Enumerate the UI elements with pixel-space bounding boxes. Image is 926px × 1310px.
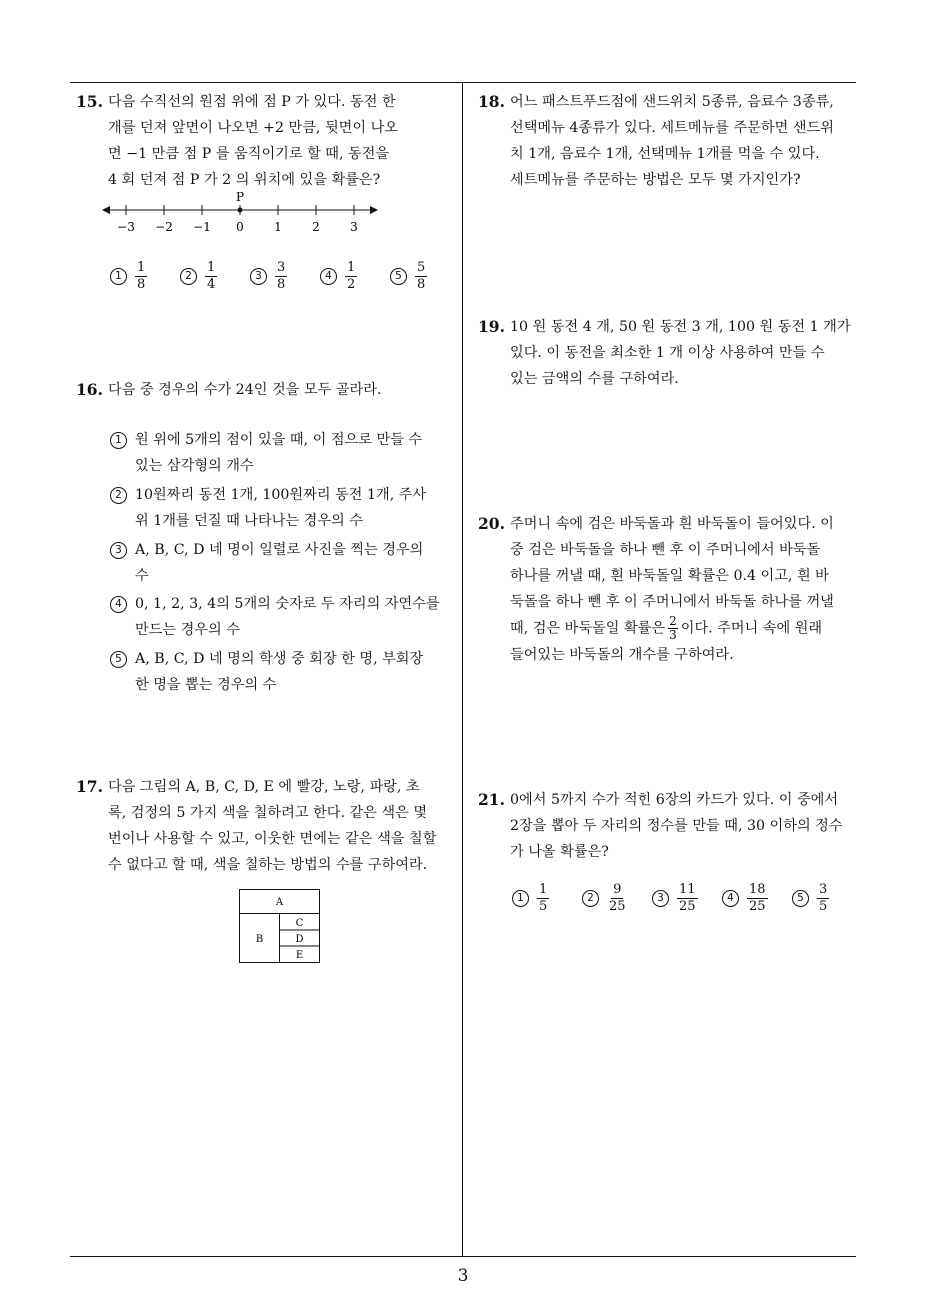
question-text: 0에서 5까지 수가 적힌 6장의 카드가 있다. 이 중에서 2장을 뽑아 두 자리의 정수를 만들 때, 30 이하의 정수 가 나올 확률은?: [510, 792, 843, 860]
bottom-rule: [70, 1256, 856, 1257]
q16-option-4[interactable]: 4 0, 1, 2, 3, 4의 5개의 숫자로 두 자리의 자연수를 만드는 경우의 수: [110, 591, 455, 643]
q21-choices: [512, 882, 852, 922]
circled-number: 2: [180, 268, 197, 285]
number-line: [100, 190, 390, 240]
choice-4[interactable]: [722, 882, 768, 915]
question-text: 다음 그림의 A, B, C, D, E 에 빨강, 노랑, 파랑, 초 록, 검정의 5 가지 색을 칠하려고 한다. 같은 색은 몇 번이나 사용할 수 있고, 이웃한 면에는 같은 색을 칠할 수 없다고 할 때, 색을 칠하는 방법의 수를 구하여라.: [108, 779, 437, 873]
choice-4[interactable]: [320, 260, 357, 293]
fraction: $\frac{9}{25}$: [609, 882, 626, 914]
choice-1[interactable]: [512, 882, 549, 915]
choice-3[interactable]: [250, 260, 287, 293]
question-20: [478, 511, 858, 668]
tick-label: −2: [155, 220, 173, 234]
fraction: $\frac{5}{8}$: [417, 260, 426, 292]
question-number: 21.: [478, 790, 505, 809]
region-e-label: E: [295, 950, 304, 961]
column-divider: [462, 82, 463, 1256]
circled-number: 5: [390, 268, 407, 285]
region-c-label: C: [295, 918, 304, 929]
question-17: [76, 774, 454, 878]
q16-option-3[interactable]: 3 A, B, C, D 네 명이 일렬로 사진을 찍는 경우의 수: [110, 537, 455, 589]
circled-number: 4: [320, 268, 337, 285]
question-text: 주머니 속에 검은 바둑돌과 흰 바둑돌이 들어있다. 이 중 검은 바둑돌을 하나 뺀 후 이 주머니에서 바둑돌 하나를 꺼낼 때, 흰 바둑돌일 확률은 0.4 이고, 흰 바 둑돌을 하나 뺀 후 이 주머니에서 바둑돌 하나를 꺼낼 때, 검은 바둑돌일 확률은 $\frac{2}{3}$ 이다. 주머니 속에 원래 들어있는 바둑돌의 개수를 구하여라.: [510, 516, 834, 663]
choice-5[interactable]: [390, 260, 427, 293]
circled-number: 2: [582, 890, 599, 907]
point-p-label: P: [235, 190, 245, 204]
fraction: $\frac{1}{2}$: [347, 260, 356, 292]
fraction: $\frac{2}{3}$: [669, 614, 677, 642]
q16-option-1[interactable]: 1 원 위에 5개의 점이 있을 때, 이 점으로 만들 수 있는 삼각형의 개수: [110, 427, 455, 479]
question-number: 20.: [478, 514, 505, 533]
circled-number: 2: [110, 487, 127, 504]
tick-label: 3: [350, 220, 358, 234]
choice-3[interactable]: [652, 882, 698, 915]
question-19: [478, 314, 858, 392]
point-p: [238, 208, 243, 213]
right-arrow-icon: [370, 206, 378, 214]
circled-number: 1: [110, 432, 127, 449]
tick-label: −3: [117, 220, 135, 234]
fraction: $\frac{11}{25}$: [679, 882, 696, 914]
question-text: 어느 패스트푸드점에 샌드위치 5종류, 음료수 3종류, 선택메뉴 4종류가 있다. 세트메뉴를 주문하면 샌드위 치 1개, 음료수 1개, 선택메뉴 1개를 먹을 수 있다. 세트메뉴를 주문하는 방법은 모두 몇 가지인가?: [510, 94, 834, 188]
fraction: $\frac{1}{8}$: [137, 260, 146, 292]
tick-label: −1: [193, 220, 211, 234]
question-text: 다음 수직선의 원점 위에 점 P 가 있다. 동전 한 개를 던져 앞면이 나오면 +2 만큼, 뒷면이 나오 면 −1 만큼 점 P 를 움직이기로 할 때, 동전을 4 회 던져 점 P 가 2 의 위치에 있을 확률은?: [108, 94, 398, 188]
circled-number: 3: [652, 890, 669, 907]
region-b-label: B: [255, 934, 264, 945]
region-d-label: D: [295, 934, 304, 945]
fraction: $\frac{1}{4}$: [207, 260, 216, 292]
question-15: [76, 89, 454, 193]
coloring-diagram: [239, 889, 321, 965]
question-number: 15.: [76, 92, 103, 111]
circled-number: 1: [110, 268, 127, 285]
fraction: $\frac{3}{5}$: [819, 882, 828, 914]
choice-2[interactable]: [582, 882, 628, 915]
circled-number: 5: [110, 651, 127, 668]
question-18: [478, 89, 858, 193]
circled-number: 5: [792, 890, 809, 907]
q15-choices: [110, 260, 450, 300]
fraction: $\frac{1}{5}$: [539, 882, 548, 914]
fraction: $\frac{3}{8}$: [277, 260, 286, 292]
circled-number: 4: [722, 890, 739, 907]
tick-label: 0: [236, 220, 244, 234]
fraction: $\frac{18}{25}$: [749, 882, 766, 914]
question-21: [478, 787, 858, 865]
left-arrow-icon: [102, 206, 110, 214]
question-number: 19.: [478, 317, 505, 336]
question-text: 다음 중 경우의 수가 24인 것을 모두 골라라.: [108, 382, 382, 398]
circled-number: 3: [110, 542, 127, 559]
circled-number: 3: [250, 268, 267, 285]
tick-label: 2: [312, 220, 320, 234]
question-number: 17.: [76, 777, 103, 796]
top-rule: [70, 82, 856, 83]
choice-2[interactable]: [180, 260, 217, 293]
question-16: [76, 377, 454, 403]
circled-number: 1: [512, 890, 529, 907]
tick-label: 1: [274, 220, 282, 234]
page-number: 3: [457, 1266, 469, 1286]
region-a-label: A: [275, 897, 284, 908]
question-number: 16.: [76, 380, 103, 399]
question-number: 18.: [478, 92, 505, 111]
q16-option-2[interactable]: 2 10원짜리 동전 1개, 100원짜리 동전 1개, 주사 위 1개를 던질 때 나타나는 경우의 수: [110, 482, 455, 534]
choice-5[interactable]: [792, 882, 829, 915]
question-text: 10 원 동전 4 개, 50 원 동전 3 개, 100 원 동전 1 개가 있다. 이 동전을 최소한 1 개 이상 사용하여 만들 수 있는 금액의 수를 구하여라.: [510, 319, 851, 387]
circled-number: 4: [110, 596, 127, 613]
choice-1[interactable]: [110, 260, 147, 293]
q16-option-5[interactable]: 5 A, B, C, D 네 명의 학생 중 회장 한 명, 부회장 한 명을 뽑는 경우의 수: [110, 646, 455, 698]
